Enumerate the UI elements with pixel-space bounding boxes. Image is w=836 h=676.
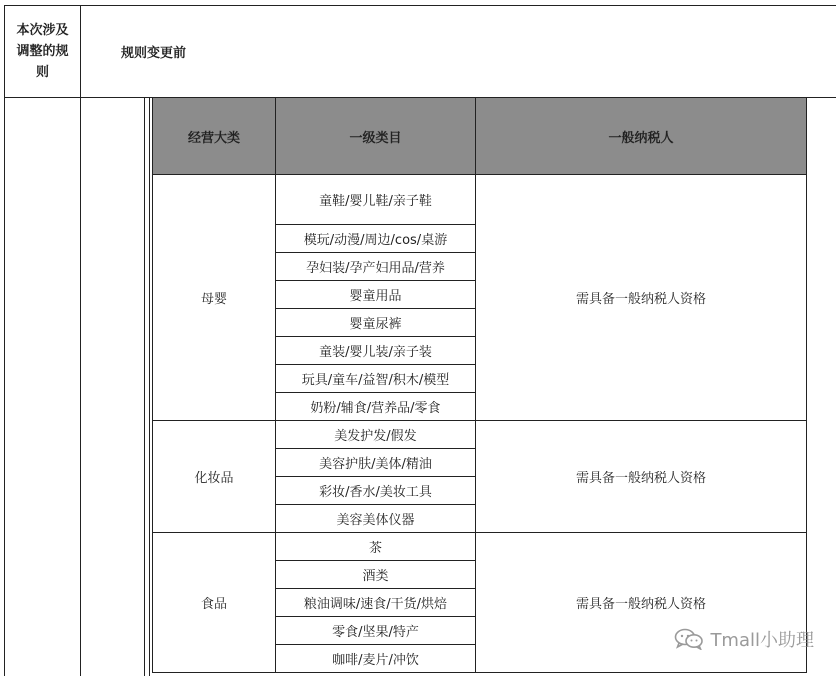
list-item	[276, 449, 475, 477]
list-item	[276, 225, 475, 253]
list-item-label: 孕妇装/孕产妇用品/营养	[306, 261, 445, 276]
list-item-label: 酒类	[362, 569, 389, 584]
outer-col-divider-1	[80, 5, 81, 676]
rule-label: 本次涉及调整的规则	[16, 23, 69, 80]
list-item-label: 彩妆/香水/美妆工具	[319, 485, 432, 500]
watermark-text: Tmall小助理	[710, 630, 814, 651]
list-item	[276, 561, 475, 589]
group-items-column	[276, 175, 476, 421]
col-header-subcategory-label: 一级类目	[349, 130, 402, 146]
list-item	[276, 589, 475, 617]
group-category-cell	[152, 175, 276, 421]
group-category-cell	[152, 533, 276, 673]
nested-left-line-2	[149, 97, 150, 676]
list-item-label: 婴童用品	[349, 289, 402, 304]
list-item	[276, 309, 475, 337]
list-item-label: 奶粉/辅食/营养品/零食	[310, 401, 441, 416]
list-item-label: 美发护发/假发	[334, 429, 417, 444]
list-item	[276, 645, 475, 673]
wechat-icon	[674, 628, 704, 650]
nested-left-line-1	[144, 97, 145, 676]
group-requirement-cell	[476, 175, 807, 421]
list-item-label: 童装/婴儿装/亲子装	[319, 345, 432, 360]
list-item-label: 零食/坚果/特产	[332, 625, 419, 640]
group-requirement-cell	[476, 533, 807, 673]
group-category-cell	[152, 421, 276, 533]
list-item-label: 粮油调味/速食/干货/烘焙	[303, 597, 448, 612]
col-header-subcategory	[276, 98, 476, 175]
list-item-label: 模玩/动漫/周边/cos/桌游	[303, 233, 448, 248]
group-requirement-label: 需具备一般纳税人资格	[575, 292, 706, 307]
list-item	[276, 175, 475, 225]
outer-left-border	[4, 5, 5, 676]
group-requirement-label: 需具备一般纳税人资格	[575, 597, 706, 612]
list-item	[276, 617, 475, 645]
list-item-label: 美容美体仪器	[336, 513, 415, 528]
list-item	[276, 281, 475, 309]
list-item	[276, 393, 475, 421]
list-item-label: 茶	[368, 541, 382, 556]
group-requirement-label: 需具备一般纳税人资格	[575, 471, 706, 486]
list-item-label: 婴童尿裤	[349, 317, 402, 332]
group-items-column	[276, 421, 476, 533]
col-header-taxpayer-label: 一般纳税人	[608, 130, 674, 146]
list-item	[276, 533, 475, 561]
watermark	[674, 626, 814, 652]
list-item	[276, 337, 475, 365]
list-item-label: 童鞋/婴儿鞋/亲子鞋	[319, 194, 432, 209]
list-item	[276, 477, 475, 505]
before-label: 规则变更前	[121, 46, 187, 61]
group-items-column	[276, 533, 476, 673]
inner-table	[152, 98, 807, 676]
col-header-category	[152, 98, 276, 175]
group-category-label: 食品	[200, 597, 227, 612]
list-item	[276, 421, 475, 449]
group-category-label: 母婴	[200, 292, 227, 307]
list-item-label: 咖啡/麦片/冲饮	[332, 653, 419, 668]
list-item	[276, 365, 475, 393]
col-header-taxpayer	[476, 98, 807, 175]
list-item	[276, 505, 475, 533]
list-item	[276, 253, 475, 281]
col-header-category-label: 经营大类	[187, 130, 240, 146]
group-requirement-cell	[476, 421, 807, 533]
rule-label-cell	[5, 6, 80, 97]
list-item-label: 美容护肤/美体/精油	[319, 457, 432, 472]
list-item-label: 玩具/童车/益智/积木/模型	[301, 373, 450, 388]
group-category-label: 化妆品	[194, 471, 234, 486]
before-label-cell	[81, 6, 381, 97]
